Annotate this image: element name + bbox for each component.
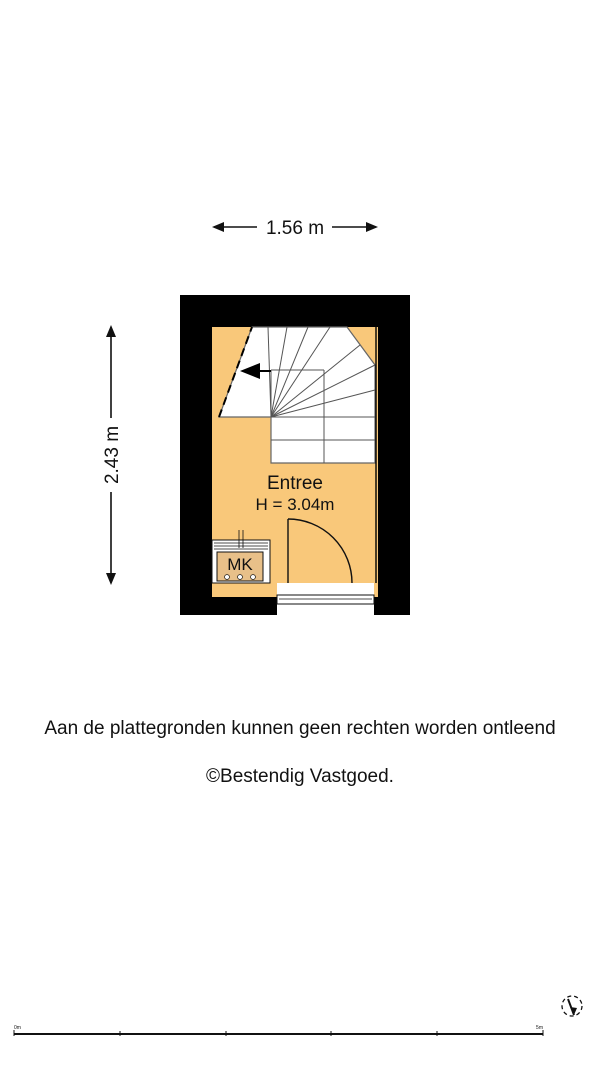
scale-bar-start-label: 0m — [14, 1025, 21, 1031]
height-dimension — [102, 325, 123, 585]
front-door-opening — [277, 583, 374, 615]
width-dimension-label: 1.56 m — [265, 218, 325, 239]
meter-cupboard-label: MK — [227, 555, 253, 574]
scale-bar-end-label: 5m — [536, 1025, 543, 1031]
disclaimer-text: Aan de plattegronden kunnen geen rechten worden ontleend — [44, 718, 556, 739]
copyright-text: ©Bestendig Vastgoed. — [206, 766, 394, 787]
room-name: Entree — [267, 473, 323, 494]
width-dimension — [212, 218, 378, 239]
room-height: H = 3.04m — [255, 495, 335, 514]
scale-bar — [14, 1025, 543, 1036]
height-dimension-label: 2.43 m — [102, 425, 123, 485]
compass-icon — [562, 996, 582, 1016]
